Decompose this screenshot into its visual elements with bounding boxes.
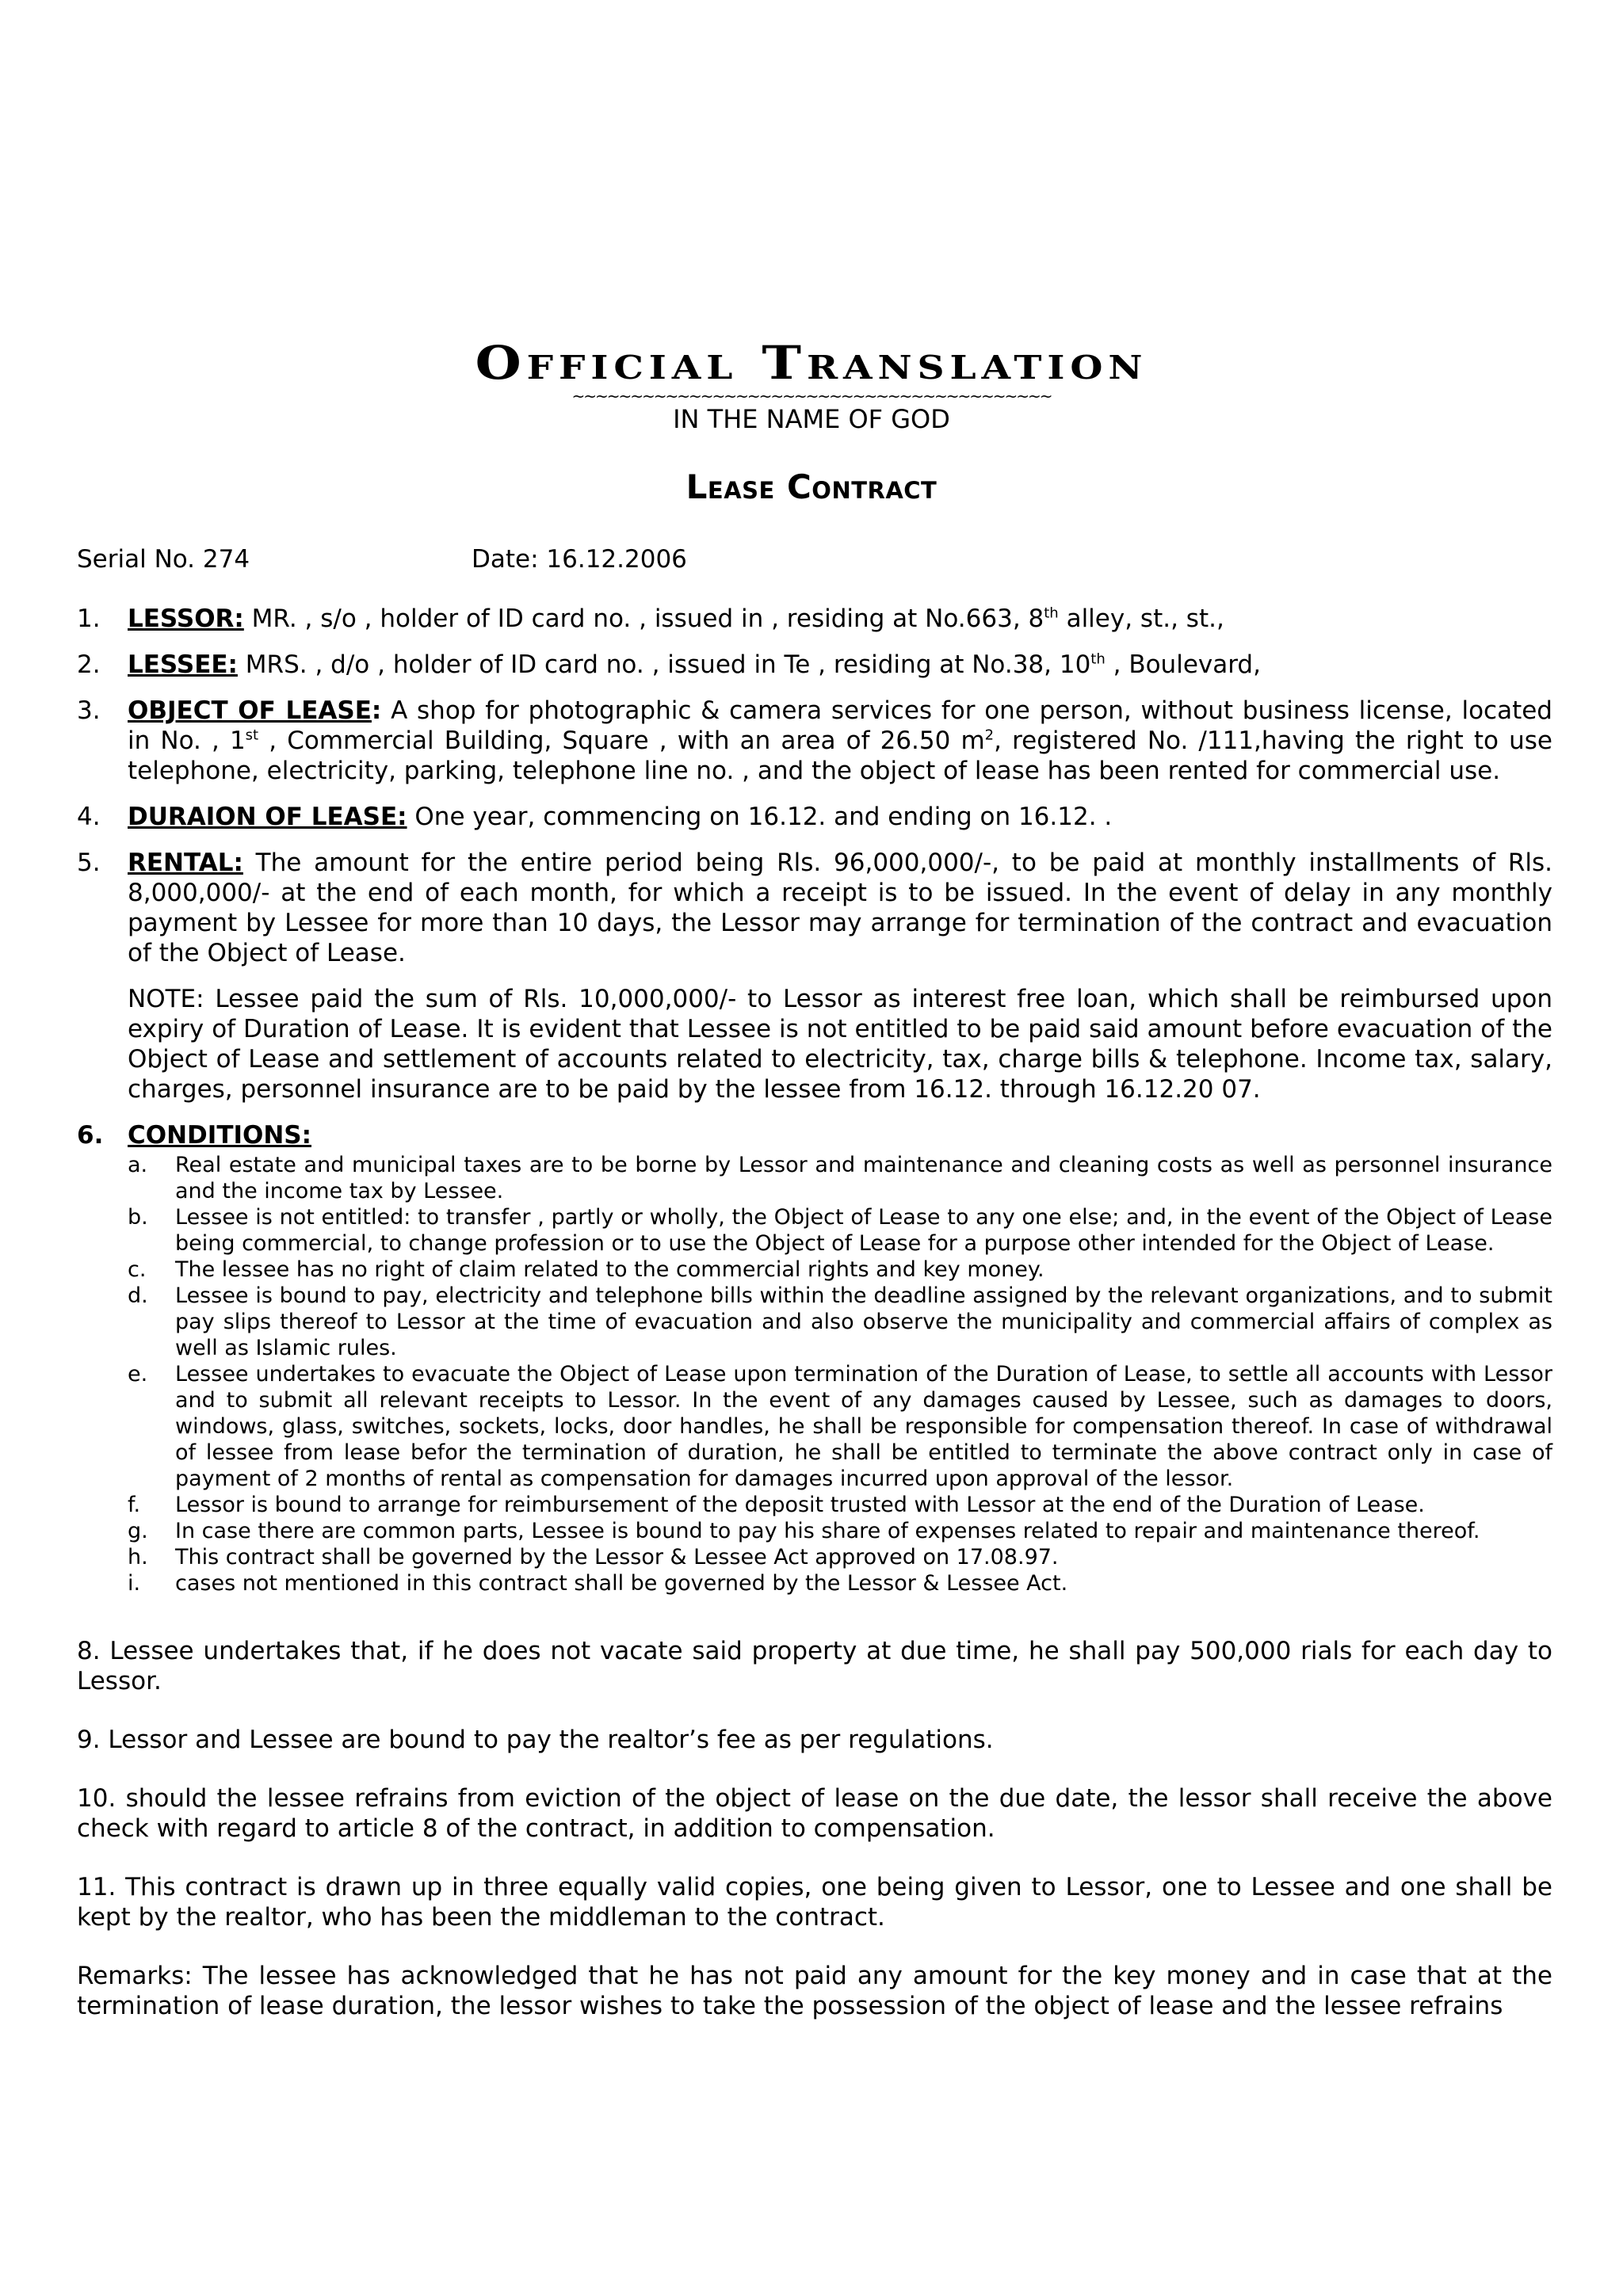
clause-number: 2.: [77, 650, 101, 679]
condition-item: [77, 1544, 1552, 1570]
clause-text: One year, commencing on 16.12. and ending on 16.12. .: [407, 803, 1113, 831]
condition-item: [77, 1152, 1552, 1204]
clause-heading: LESSOR:: [128, 605, 244, 633]
clause-object-of-lease: [77, 696, 1552, 786]
condition-item: [77, 1361, 1552, 1492]
condition-text: cases not mentioned in this contract shall be governed by the Lessor & Lessee Act.: [175, 1571, 1068, 1596]
official-translation-title: Official Translation: [475, 336, 1148, 390]
superscript: 2: [984, 727, 995, 744]
clause-heading: CONDITIONS:: [128, 1121, 312, 1150]
condition-text: Lessee is not entitled: to transfer , partly or wholly, the Object of Lease to any one else; and, in the event of the Object of Lease being commercial, to change profession or to use the Object of Lease for a purpose other intended for the Object of Lease.: [175, 1205, 1552, 1256]
clause-heading: DURAION OF LEASE:: [128, 803, 407, 831]
condition-text: The lessee has no right of claim related to the commercial rights and key money.: [175, 1257, 1044, 1282]
contract-date: Date: 16.12.2006: [472, 545, 687, 574]
clause-number: 3.: [77, 696, 101, 725]
condition-letter: a.: [128, 1153, 148, 1177]
condition-item: [77, 1204, 1552, 1257]
condition-text: In case there are common parts, Lessee is bound to pay his share of expenses related to repair and maintenance thereof.: [175, 1519, 1480, 1543]
condition-text: Real estate and municipal taxes are to be borne by Lessor and maintenance and cleaning costs as well as personnel insurance and the income tax by Lessee.: [175, 1153, 1552, 1203]
condition-item: [77, 1492, 1552, 1518]
condition-letter: i.: [128, 1571, 141, 1596]
clause-text: MR. , s/o , holder of ID card no. , issued in , residing at No.663, 8: [243, 605, 1044, 633]
clause-number: 6.: [77, 1121, 104, 1150]
lease-contract-title: Lease Contract: [685, 467, 938, 506]
condition-item: [77, 1570, 1552, 1596]
heading-colon: :: [371, 696, 382, 725]
clause-number: 1.: [77, 605, 101, 633]
article-8: 8. Lessee undertakes that, if he does not vacate said property at due time, he shall pay 500,000 rials for each day to Lessor.: [77, 1637, 1552, 1695]
clause-duration: [77, 802, 1552, 832]
clause-heading: OBJECT OF LEASE: [128, 696, 372, 725]
clause-lessee: [77, 650, 1552, 680]
condition-item: [77, 1257, 1552, 1283]
clause-heading: LESSEE:: [128, 650, 238, 679]
condition-item: [77, 1518, 1552, 1544]
clause-rental: [77, 848, 1552, 968]
clause-text: , registered No. /111,having the right to use telephone, electricity, parking, telephone line no. , and the object of lease has been rented for commercial use.: [128, 727, 1553, 785]
article-10: 10. should the lessee refrains from eviction of the object of lease on the due date, the lessor shall receive the above check with regard to article 8 of the contract, in addition to compensation.: [77, 1784, 1552, 1843]
condition-letter: f.: [128, 1493, 141, 1517]
clause-text: , Commercial Building, Square , with an area of 26.50 m: [258, 727, 985, 755]
tilde-divider: ~~~~~~~~~~~~~~~~~~~~~~~~~~~~~~~~~~~~~~~~~: [571, 387, 1052, 406]
condition-text: Lessee undertakes to evacuate the Object of Lease upon termination of the Duration of Lease, to settle all accounts with Lessor and to submit all relevant receipts to Lessor. In the event of any damages caused by Lessee, such as damages to doors, windows, glass, switches, sockets, locks, door handles, he shall be responsible for compensation thereof. In case of withdrawal of lessee from lease befor the termination of duration, he shall be entitled to terminate the above contract only in case of payment of 2 months of rental as compensation for damages incurred upon approval of the lessor.: [175, 1362, 1552, 1491]
clause-lessor: [77, 604, 1552, 634]
article-11: 11. This contract is drawn up in three equally valid copies, one being given to Lessor, one to Lessee and one shall be kept by the realtor, who has been the middleman to the contract.: [77, 1873, 1552, 1932]
in-the-name-of-god: IN THE NAME OF GOD: [673, 404, 950, 434]
article-9: 9. Lessor and Lessee are bound to pay the realtor’s fee as per regulations.: [77, 1726, 994, 1754]
condition-text: Lessor is bound to arrange for reimbursement of the deposit trusted with Lessor at the end of the Duration of Lease.: [175, 1493, 1425, 1517]
condition-letter: b.: [128, 1205, 148, 1230]
serial-number: Serial No. 274: [77, 545, 250, 574]
condition-item: [77, 1283, 1552, 1361]
clause-text: A shop for photographic & camera services for one person, without business license, located in No. , 1: [128, 696, 1552, 755]
superscript: st: [245, 727, 259, 744]
clause-text: , Boulevard,: [1105, 650, 1261, 679]
conditions-heading: [77, 1120, 1552, 1150]
contract-body: [77, 604, 1552, 2021]
condition-letter: d.: [128, 1283, 148, 1308]
clause-text: MRS. , d/o , holder of ID card no. , issued in Te , residing at No.38, 10: [237, 650, 1091, 679]
serial-row: [77, 545, 1551, 574]
clause-number: 5.: [77, 849, 101, 877]
condition-letter: c.: [128, 1257, 147, 1282]
rental-note: NOTE: Lessee paid the sum of Rls. 10,000,000/- to Lessor as interest free loan, which shall be reimbursed upon expiry of Duration of Lease. It is evident that Lessee is not entitled to be paid said amount before evacuation of the Object of Lease and settlement of accounts related to electricity, tax, charge bills & telephone. Income tax, salary, charges, personnel insurance are to be paid by the lessee from 16.12. through 16.12.20 07.: [128, 985, 1552, 1104]
condition-letter: h.: [128, 1545, 148, 1569]
clause-text: alley, st., st.,: [1058, 605, 1224, 633]
superscript: th: [1090, 650, 1106, 668]
clause-text: The amount for the entire period being Rls. 96,000,000/-, to be paid at monthly installments of Rls. 8,000,000/- at the end of each month, for which a receipt is to be issued. In the event of delay in any monthly payment by Lessee for more than 10 days, the Lessor may arrange for termination of the contract and evacuation of the Object of Lease.: [128, 849, 1552, 967]
condition-text: Lessee is bound to pay, electricity and telephone bills within the deadline assigned by the relevant organizations, and to submit pay slips thereof to Lessor at the time of evacuation and also observe the municipality and commercial affairs of complex as well as Islamic rules.: [175, 1283, 1552, 1360]
conditions-list: [77, 1152, 1552, 1596]
condition-letter: e.: [128, 1362, 148, 1386]
superscript: th: [1044, 605, 1059, 622]
condition-text: This contract shall be governed by the Lessor & Lessee Act approved on 17.08.97.: [175, 1545, 1059, 1569]
clause-number: 4.: [77, 803, 101, 831]
condition-letter: g.: [128, 1519, 148, 1543]
remarks-paragraph: Remarks: The lessee has acknowledged that he has not paid any amount for the key money and in case that at the termination of lease duration, the lessor wishes to take the possession of the object of lease and the lessee refrains: [77, 1962, 1552, 2020]
clause-heading: RENTAL:: [128, 849, 243, 877]
